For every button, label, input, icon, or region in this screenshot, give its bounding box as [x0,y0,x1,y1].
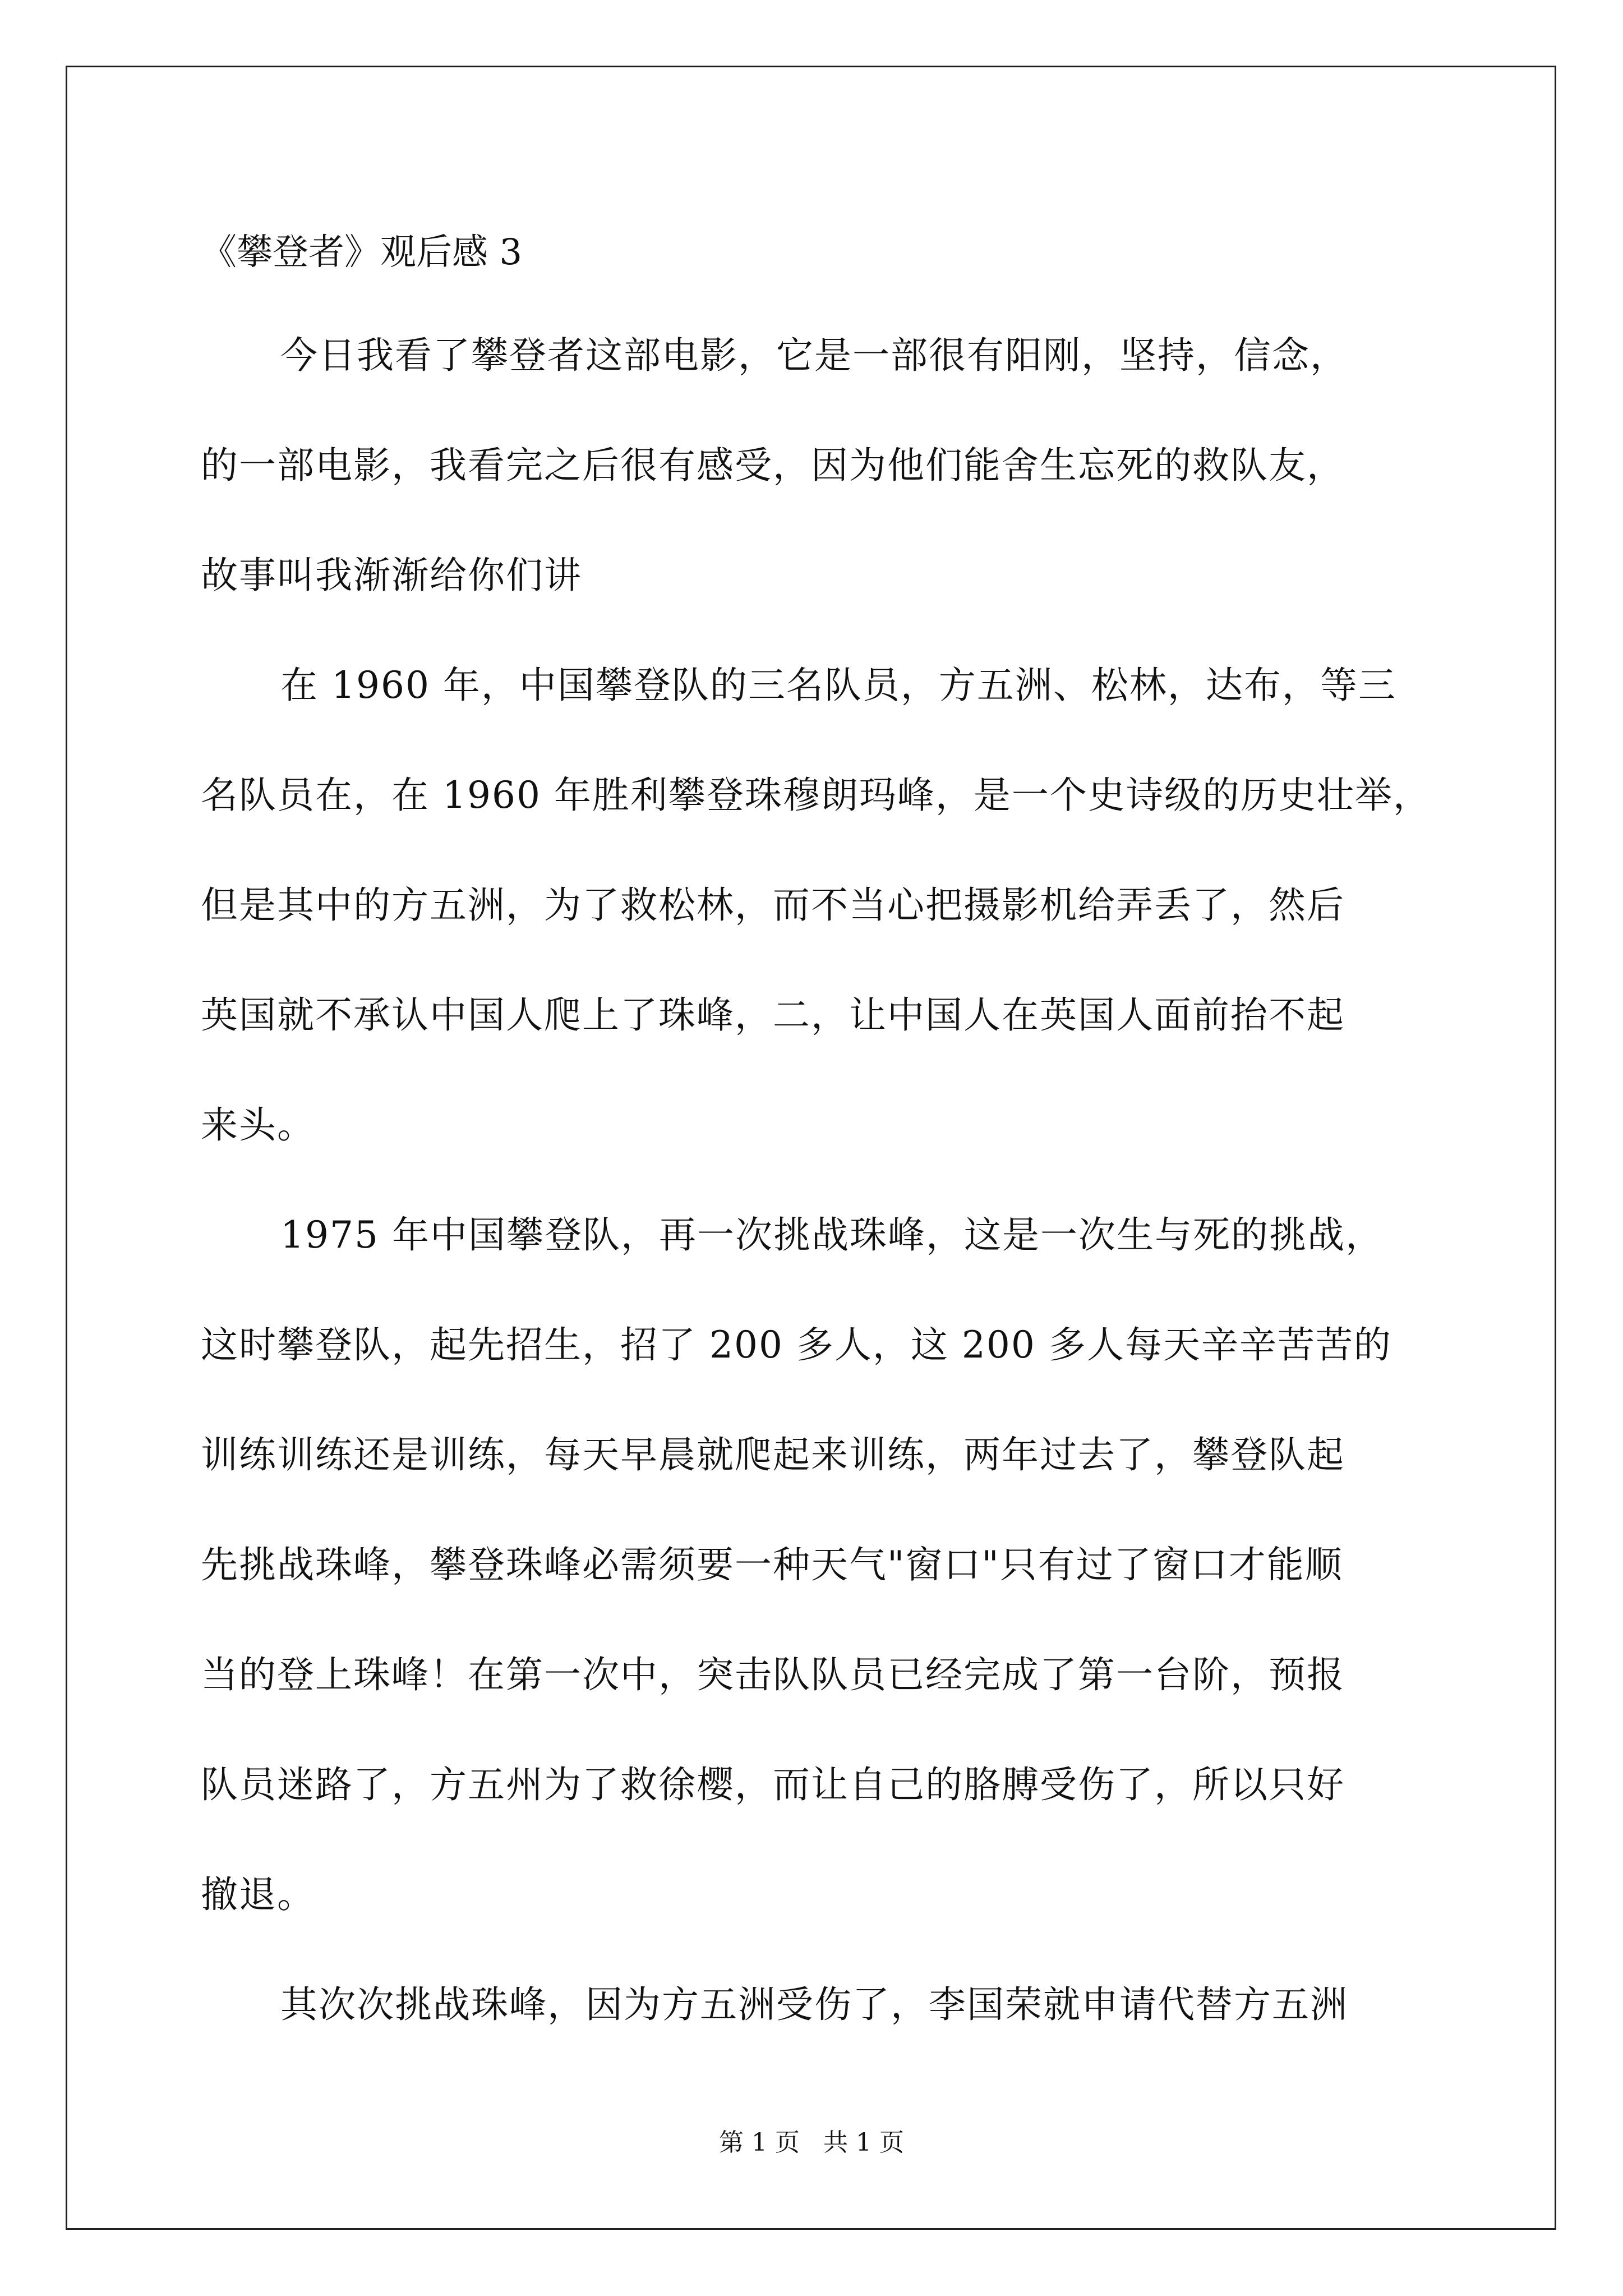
text-line: 但是其中的方五洲，为了救松林，而不当心把摄影机给弄丢了，然后 [201,884,1345,927]
text-line: 名队员在，在 1960 年胜利攀登珠穆朗玛峰，是一个史诗级的历史壮举， [201,774,1431,817]
text-line: 先挑战珠峰，攀登珠峰必需须要一种天气"窗口"只有过了窗口才能顺 [201,1543,1343,1586]
text-line: 队员迷路了，方五州为了救徐樱，而让自己的胳膊受伤了，所以只好 [201,1763,1345,1806]
page-footer: 第 1 页 共 1 页 [719,2128,904,2157]
document-body [201,222,1430,2035]
text-line: 在 1960 年，中国攀登队的三名队员，方五洲、松林，达布，等三 [280,664,1396,707]
text-line: 英国就不承认中国人爬上了珠峰，二，让中国人在英国人面前抬不起 [201,993,1345,1037]
paragraph [201,325,1430,606]
paragraph [201,655,1430,1156]
text-line: 1975 年中国攀登队，再一次挑战珠峰，这是一次生与死的挑战， [280,1213,1384,1257]
document-title: 《攀登者》观后感 3 [201,232,523,273]
text-line: 其次次挑战珠峰，因为方五洲受伤了，李国荣就申请代替方五洲 [280,1983,1348,2026]
text-line: 来头。 [201,1103,315,1147]
text-line: 训练训练还是训练，每天早晨就爬起来训练，两年过去了，攀登队起 [201,1433,1345,1476]
text-line: 的一部电影，我看完之后很有感受，因为他们能舍生忘死的救队友， [201,444,1345,487]
text-line: 故事叫我渐渐给你们讲 [201,554,582,597]
text-line: 今日我看了攀登者这部电影，它是一部很有阳刚，坚持，信念， [280,334,1348,377]
paragraph [201,1975,1430,2035]
text-line: 这时攀登队，起先招生，招了 200 多人，这 200 多人每天辛辛苦苦的 [201,1323,1392,1366]
text-line: 当的登上珠峰！在第一次中，突击队队员已经完成了第一台阶，预报 [201,1653,1345,1696]
paragraph [201,1205,1430,1925]
text-line: 撤退。 [201,1873,315,1916]
